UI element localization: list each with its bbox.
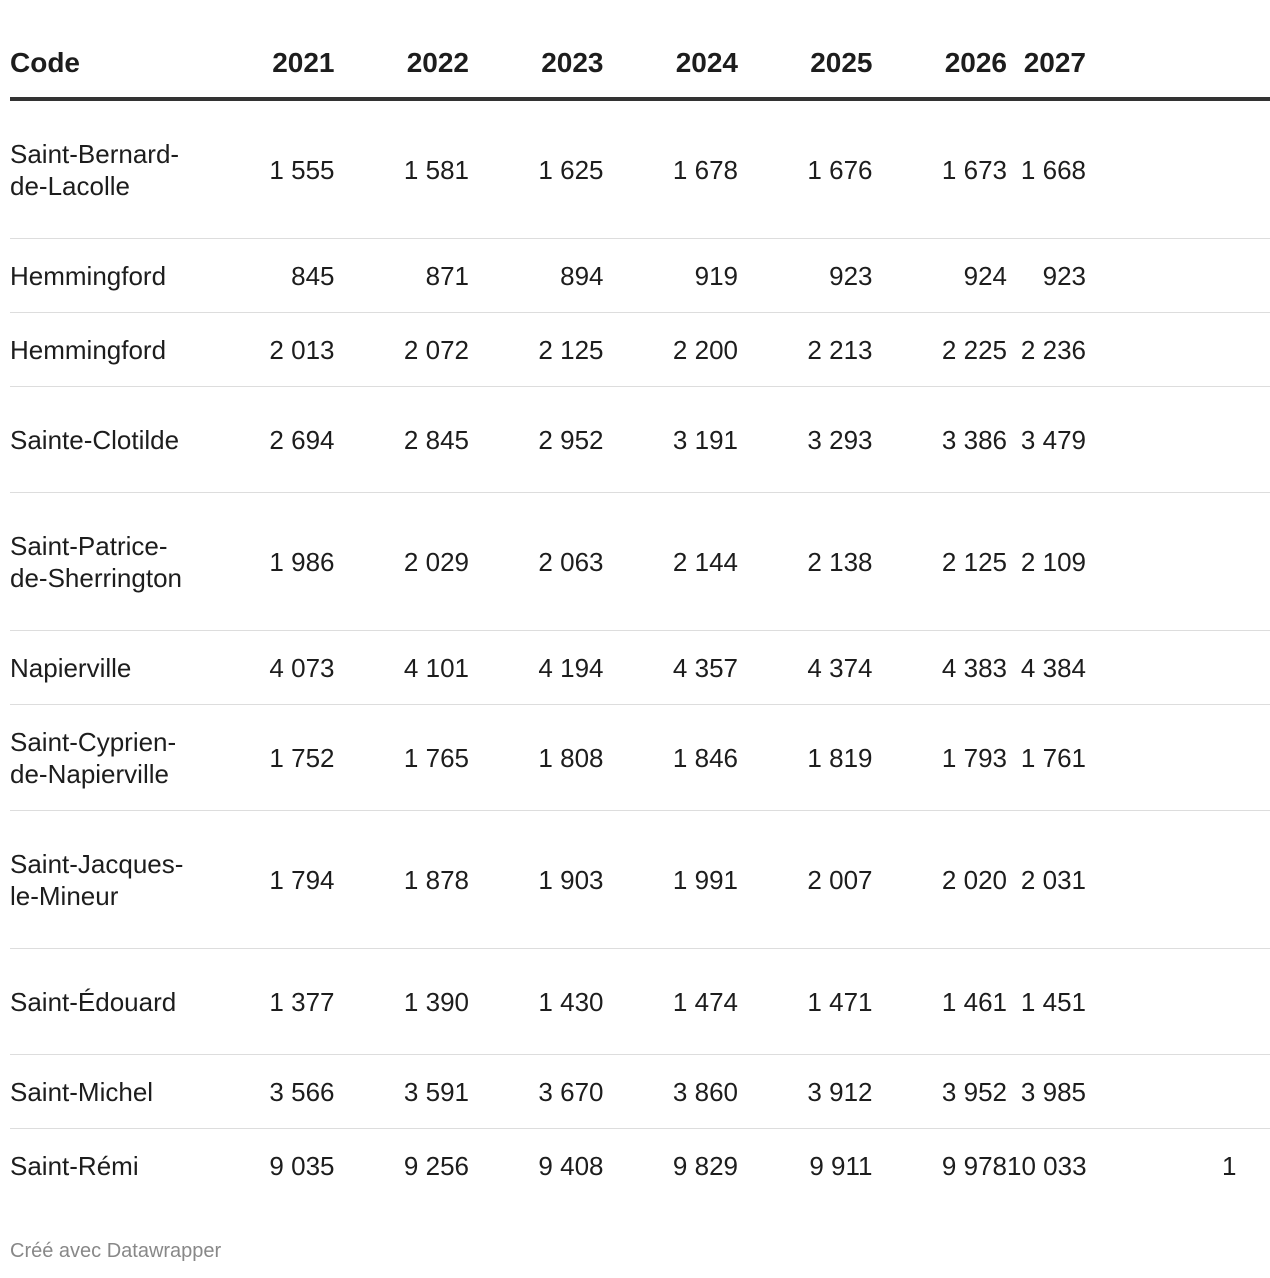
cell-value-overflow	[1156, 99, 1270, 239]
cell-value-2024: 3 860	[604, 1055, 739, 1129]
cell-value-2024: 3 191	[604, 387, 739, 493]
row-municipality-name: Saint-Édouard	[10, 949, 200, 1055]
cell-value-2025: 4 374	[738, 631, 873, 705]
cell-value-2021: 1 752	[200, 705, 335, 811]
cell-value-2024: 1 846	[604, 705, 739, 811]
column-header-2024[interactable]: 2024	[604, 0, 739, 99]
table-row	[10, 99, 1270, 239]
cell-value-2025: 3 912	[738, 1055, 873, 1129]
column-header-2021[interactable]: 2021	[200, 0, 335, 99]
header-row	[10, 0, 1270, 99]
cell-value-2021: 3 566	[200, 1055, 335, 1129]
row-municipality-name: Saint-Jacques-le-Mineur	[10, 811, 200, 949]
cell-value-2021: 9 035	[269, 1150, 335, 1181]
cell-value-2026: 2 020	[873, 811, 1008, 949]
cell-value-2027: 1 451	[1007, 949, 1156, 1055]
cell-value-2022: 2 072	[335, 313, 470, 387]
cell-value-2022: 1 390	[335, 949, 470, 1055]
table-row	[10, 313, 1270, 387]
row-municipality-name: Saint-Bernard-de-Lacolle	[10, 99, 200, 239]
row-municipality-name: Hemmingford	[10, 313, 200, 387]
cell-value-2022: 1 581	[335, 99, 470, 239]
cell-value-2026: 1 793	[873, 705, 1008, 811]
cell-value-2023: 3 670	[469, 1055, 604, 1129]
column-header-2025[interactable]: 2025	[738, 0, 873, 99]
cell-value-2023: 9 408	[538, 1150, 604, 1181]
cell-value-2027: 3 479	[1007, 387, 1156, 493]
data-table-wrapper[interactable]	[10, 0, 1237, 1202]
cell-value-2022: 1 765	[335, 705, 470, 811]
cell-value-2026: 9 978	[941, 1150, 1007, 1181]
cell-value-2026: 924	[873, 239, 1008, 313]
cell-value-2026: 4 383	[873, 631, 1008, 705]
table-row	[10, 1055, 1270, 1129]
column-header-2027[interactable]: 2027	[1007, 0, 1156, 99]
cell-value-2023: 2 063	[469, 493, 604, 631]
cell-value-2027: 2 109	[1007, 493, 1156, 631]
cell-value-2022: 1 878	[335, 811, 470, 949]
cell-value-2022: 3 591	[335, 1055, 470, 1129]
cell-value-2024: 919	[604, 239, 739, 313]
cell-value-2024: 2 144	[604, 493, 739, 631]
table-row	[10, 1129, 1270, 1203]
cell-value-2021: 4 073	[200, 631, 335, 705]
cell-value-overflow	[1156, 631, 1270, 705]
cell-value-2027: 1 761	[1007, 705, 1156, 811]
cell-value-2021: 1 794	[200, 811, 335, 949]
cell-value-2022: 871	[335, 239, 470, 313]
cell-value-2026: 1 673	[873, 99, 1008, 239]
cell-value-2023: 1 903	[469, 811, 604, 949]
table-row	[10, 705, 1270, 811]
column-header-code[interactable]: Code	[10, 0, 200, 99]
cell-value-2026: 1 461	[873, 949, 1008, 1055]
row-municipality-name: Saint-Rémi	[10, 1150, 139, 1181]
row-municipality-name: Sainte-Clotilde	[10, 387, 200, 493]
cell-value-2027: 1 668	[1007, 99, 1156, 239]
row-municipality-name: Napierville	[10, 631, 200, 705]
cell-value-2025: 3 293	[738, 387, 873, 493]
footer-credit: Créé avec Datawrapper	[10, 1240, 222, 1262]
cell-value-2025: 1 676	[738, 99, 873, 239]
cell-value-2023: 2 952	[469, 387, 604, 493]
column-header-overflow	[1156, 0, 1270, 99]
cell-value-2025: 9 911	[809, 1150, 873, 1181]
cell-value-2024: 1 991	[604, 811, 739, 949]
column-header-2022[interactable]: 2022	[335, 0, 470, 99]
cell-value-overflow	[1156, 313, 1270, 387]
cell-value-2024: 1 474	[604, 949, 739, 1055]
cell-value-2026: 2 125	[873, 493, 1008, 631]
cell-value-2024: 9 829	[672, 1150, 738, 1181]
cell-value-overflow	[1156, 811, 1270, 949]
cell-value-2023: 894	[469, 239, 604, 313]
cell-value-2022: 4 101	[335, 631, 470, 705]
cell-value-2027: 2 236	[1007, 313, 1156, 387]
cell-value-overflow	[1156, 1055, 1270, 1129]
cell-value-2023: 1 430	[469, 949, 604, 1055]
table-row	[10, 493, 1270, 631]
table-header	[10, 0, 1270, 99]
table-row	[10, 949, 1270, 1055]
cell-value-2021: 845	[200, 239, 335, 313]
cell-value-2026: 3 952	[873, 1055, 1008, 1129]
row-municipality-name: Saint-Patrice-de-Sherrington	[10, 493, 200, 631]
cell-value-2021: 1 377	[200, 949, 335, 1055]
cell-value-2023: 1 808	[469, 705, 604, 811]
cell-value-2023: 2 125	[469, 313, 604, 387]
table-row	[10, 387, 1270, 493]
cell-value-2027: 923	[1007, 239, 1156, 313]
cell-value-2027: 10 033	[1007, 1150, 1087, 1181]
table-body	[10, 99, 1270, 1202]
cell-value-2026: 3 386	[873, 387, 1008, 493]
row-municipality-name: Hemmingford	[10, 239, 200, 313]
cell-value-2024: 2 200	[604, 313, 739, 387]
cell-value-2027: 4 384	[1007, 631, 1156, 705]
cell-value-2021: 1 555	[200, 99, 335, 239]
cell-value-2025: 2 007	[738, 811, 873, 949]
cell-value-overflow	[1156, 239, 1270, 313]
cell-value-2021: 1 986	[200, 493, 335, 631]
cell-value-2027: 3 985	[1007, 1055, 1156, 1129]
cell-value-2023: 4 194	[469, 631, 604, 705]
cell-value-overflow	[1156, 493, 1270, 631]
cell-value-2024: 1 678	[604, 99, 739, 239]
row-municipality-name: Saint-Michel	[10, 1055, 200, 1129]
cell-value-2021: 2 013	[200, 313, 335, 387]
cell-value-2025: 2 138	[738, 493, 873, 631]
table-row	[10, 811, 1270, 949]
column-header-2026[interactable]: 2026	[873, 0, 1008, 99]
cell-value-2025: 1 819	[738, 705, 873, 811]
table-row	[10, 631, 1270, 705]
cell-value-overflow	[1156, 705, 1270, 811]
cell-value-2025: 923	[738, 239, 873, 313]
cell-value-2026: 2 225	[873, 313, 1008, 387]
cell-value-2024: 4 357	[604, 631, 739, 705]
cell-value-2027: 2 031	[1007, 811, 1156, 949]
population-table	[10, 0, 1270, 1202]
cell-value-2025: 1 471	[738, 949, 873, 1055]
row-municipality-name: Saint-Cyprien-de-Napierville	[10, 705, 200, 811]
cell-value-2022: 9 256	[403, 1150, 469, 1181]
cell-value-overflow: 1	[1222, 1150, 1237, 1181]
table-row	[10, 239, 1270, 313]
cell-value-2023: 1 625	[469, 99, 604, 239]
cell-value-2021: 2 694	[200, 387, 335, 493]
cell-value-2022: 2 845	[335, 387, 470, 493]
cell-value-overflow	[1156, 387, 1270, 493]
cell-value-overflow	[1156, 949, 1270, 1055]
cell-value-2022: 2 029	[335, 493, 470, 631]
column-header-2023[interactable]: 2023	[469, 0, 604, 99]
cell-value-2025: 2 213	[738, 313, 873, 387]
